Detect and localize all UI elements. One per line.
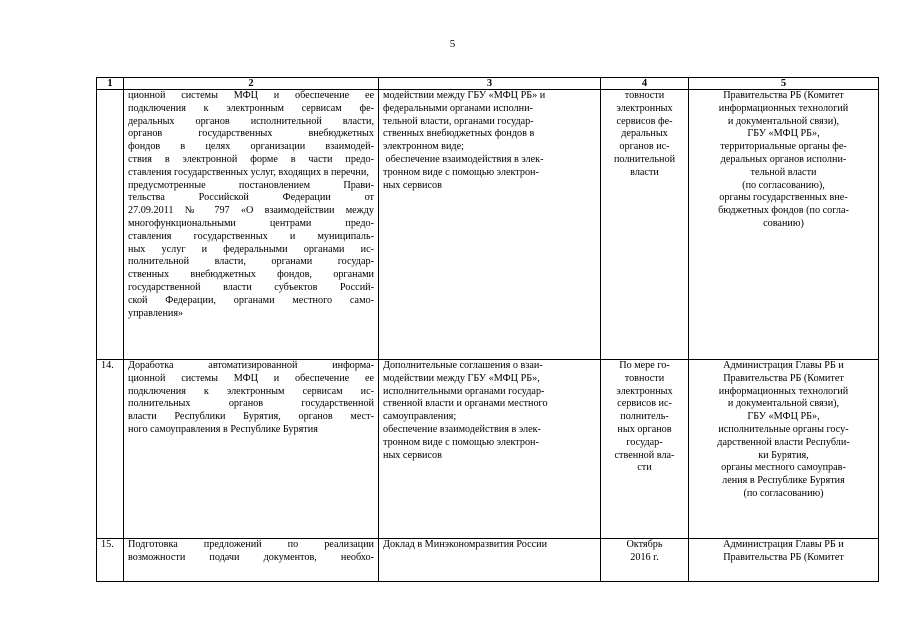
table-row xyxy=(97,360,879,539)
cell-line: ления в Республике Бурятия xyxy=(722,475,845,487)
cell-line: товности xyxy=(624,372,665,384)
cell-line: самоуправления; xyxy=(383,411,457,423)
cell-deadline xyxy=(601,539,689,582)
header-col-4: 4 xyxy=(601,78,689,90)
cell-line: деральных органов исполни- xyxy=(720,153,847,165)
cell-line: исполнительными органами государ- xyxy=(383,385,545,397)
cell-line: государственной власти субъектов Россий- xyxy=(128,281,374,293)
cell-line: сованию) xyxy=(763,217,804,229)
cell-result xyxy=(379,360,601,539)
cell-line: власти Республики Бурятия, органов мест- xyxy=(128,411,374,423)
cell-line: Подготовка предложений по реализации xyxy=(128,539,374,550)
cell-line: ГБУ «МФЦ РБ», xyxy=(747,128,820,140)
cell-line: полнитель- xyxy=(620,411,669,423)
cell-line: Правительства РБ (Комитет xyxy=(723,372,844,384)
cell-line: органов государственных внебюджетных xyxy=(128,128,374,140)
cell-line: (по согласованию), xyxy=(742,179,825,191)
cell-result xyxy=(379,90,601,360)
cell-line: управления» xyxy=(128,307,184,319)
cell-line: предусмотренные постановлением Прави- xyxy=(128,179,374,191)
cell-line: электронных xyxy=(616,385,673,397)
cell-line: и документальной связи), xyxy=(727,115,840,127)
cell-line: власти xyxy=(630,166,659,178)
cell-line: бюджетных фондов (по согла- xyxy=(718,205,849,217)
cell-activity xyxy=(124,360,379,539)
cell-line: По мере го- xyxy=(619,360,670,371)
cell-line: тронном виде с помощью электрон- xyxy=(383,166,539,178)
cell-line: ственных внебюджетных фондов, органами xyxy=(128,269,374,281)
cell-line: Октябрь xyxy=(626,539,663,550)
cell-line: ственных внебюджетных фондов в xyxy=(383,128,535,140)
cell-line: подключения к электронным сервисам ис- xyxy=(128,385,374,397)
page-number: 5 xyxy=(449,38,456,50)
cell-line: дарственной власти Республи- xyxy=(717,436,850,448)
row-number: 15. xyxy=(97,539,124,582)
cell-line: многофункциональными центрами предо- xyxy=(128,217,374,229)
cell-line: модействии между ГБУ «МФЦ РБ» и xyxy=(383,90,546,101)
cell-line: (по согласованию) xyxy=(743,487,824,499)
cell-line: ГБУ «МФЦ РБ», xyxy=(747,411,820,423)
cell-line: электронных xyxy=(616,102,673,114)
cell-line: органов ис- xyxy=(619,141,670,153)
cell-line: тельной власти xyxy=(750,166,817,178)
header-col-3: 3 xyxy=(379,78,601,90)
cell-line: информационных технологий xyxy=(718,385,849,397)
cell-line: сти xyxy=(637,462,652,474)
table-row xyxy=(97,539,879,582)
cell-line: подключения к электронным сервисам фе- xyxy=(128,102,374,114)
cell-line: 27.09.2011 № 797 «О взаимодействии между xyxy=(128,205,374,217)
cell-line: ных сервисов xyxy=(383,449,442,461)
cell-line: ственной власти и органами местного xyxy=(383,398,548,410)
cell-line: ных сервисов xyxy=(383,179,442,191)
cell-responsible xyxy=(689,539,879,582)
cell-line: ного самоуправления в Республике Бурятия xyxy=(128,423,318,435)
header-col-1: 1 xyxy=(97,78,124,90)
cell-line: полнительных органов государственной xyxy=(128,398,374,410)
cell-line: полнительной власти, органами государ- xyxy=(128,256,374,268)
cell-line: электронном виде; xyxy=(383,141,464,153)
header-col-5: 5 xyxy=(689,78,879,90)
cell-line: исполнительные органы госу- xyxy=(718,423,849,435)
cell-activity xyxy=(124,539,379,582)
cell-line: сервисов ис- xyxy=(617,398,672,410)
cell-line: тельства Российской Федерации от xyxy=(128,192,374,204)
cell-line: и документальной связи), xyxy=(727,398,840,410)
cell-responsible xyxy=(689,360,879,539)
cell-line: ской Федерации, органами местного само- xyxy=(128,294,374,306)
cell-line: ционной системы МФЦ и обеспечение ее xyxy=(128,372,374,384)
cell-activity xyxy=(124,90,379,360)
cell-line: сервисов фе- xyxy=(616,115,673,127)
cell-line: Администрация Главы РБ и xyxy=(723,360,844,371)
cell-line: модействии между ГБУ «МФЦ РБ», xyxy=(383,372,540,384)
cell-line: Администрация Главы РБ и xyxy=(723,539,844,550)
header-col-2: 2 xyxy=(124,78,379,90)
plan-table xyxy=(96,77,879,582)
cell-line: государ- xyxy=(626,436,663,448)
table-row xyxy=(97,90,879,360)
cell-line: органы местного самоуправ- xyxy=(721,462,846,474)
cell-line: тронном виде с помощью электрон- xyxy=(383,436,539,448)
cell-line: ствия в электронной форме в части предо- xyxy=(128,153,374,165)
cell-line: деральных органов исполнительной власти, xyxy=(128,115,374,127)
cell-line: ных органов xyxy=(617,423,672,435)
cell-line: Дополнительные соглашения о взаи- xyxy=(383,360,543,371)
cell-line: Правительства РБ (Комитет xyxy=(723,551,844,563)
cell-line: информационных технологий xyxy=(718,102,849,114)
cell-line: ставления государственных и муниципаль- xyxy=(128,230,374,242)
row-number xyxy=(97,90,124,360)
cell-line: Правительства РБ (Комитет xyxy=(723,90,844,101)
cell-responsible xyxy=(689,90,879,360)
cell-line: федеральными органами исполни- xyxy=(383,102,533,114)
cell-line: полнительной xyxy=(613,153,676,165)
cell-result xyxy=(379,539,601,582)
cell-line: ных услуг и федеральными органами ис- xyxy=(128,243,374,255)
cell-line: обеспечение взаимодействия в элек- xyxy=(383,423,541,435)
cell-line: обеспечение взаимодействия в элек- xyxy=(383,153,544,165)
cell-line: товности xyxy=(624,90,665,101)
cell-line: Доработка автоматизированной информа- xyxy=(128,360,374,371)
cell-line: 2016 г. xyxy=(630,551,659,563)
cell-deadline xyxy=(601,360,689,539)
cell-line: территориальные органы фе- xyxy=(720,141,847,153)
cell-line: ки Бурятия, xyxy=(758,449,809,461)
cell-line: ционной системы МФЦ и обеспечение ее xyxy=(128,90,374,101)
row-number: 14. xyxy=(97,360,124,539)
cell-deadline xyxy=(601,90,689,360)
cell-line: возможности подачи документов, необхо- xyxy=(128,551,374,563)
cell-line: органы государственных вне- xyxy=(719,192,848,204)
cell-line: фондов в целях организации взаимодей- xyxy=(128,141,374,153)
cell-line: тельной власти, органами государ- xyxy=(383,115,534,127)
header-row xyxy=(97,78,879,90)
cell-line: Доклад в Минэкономразвития России xyxy=(383,539,548,550)
cell-line: ственной вла- xyxy=(614,449,675,461)
cell-line: ставления государственных услуг, входящих в перечни, xyxy=(128,166,369,178)
cell-line: деральных xyxy=(621,128,668,140)
